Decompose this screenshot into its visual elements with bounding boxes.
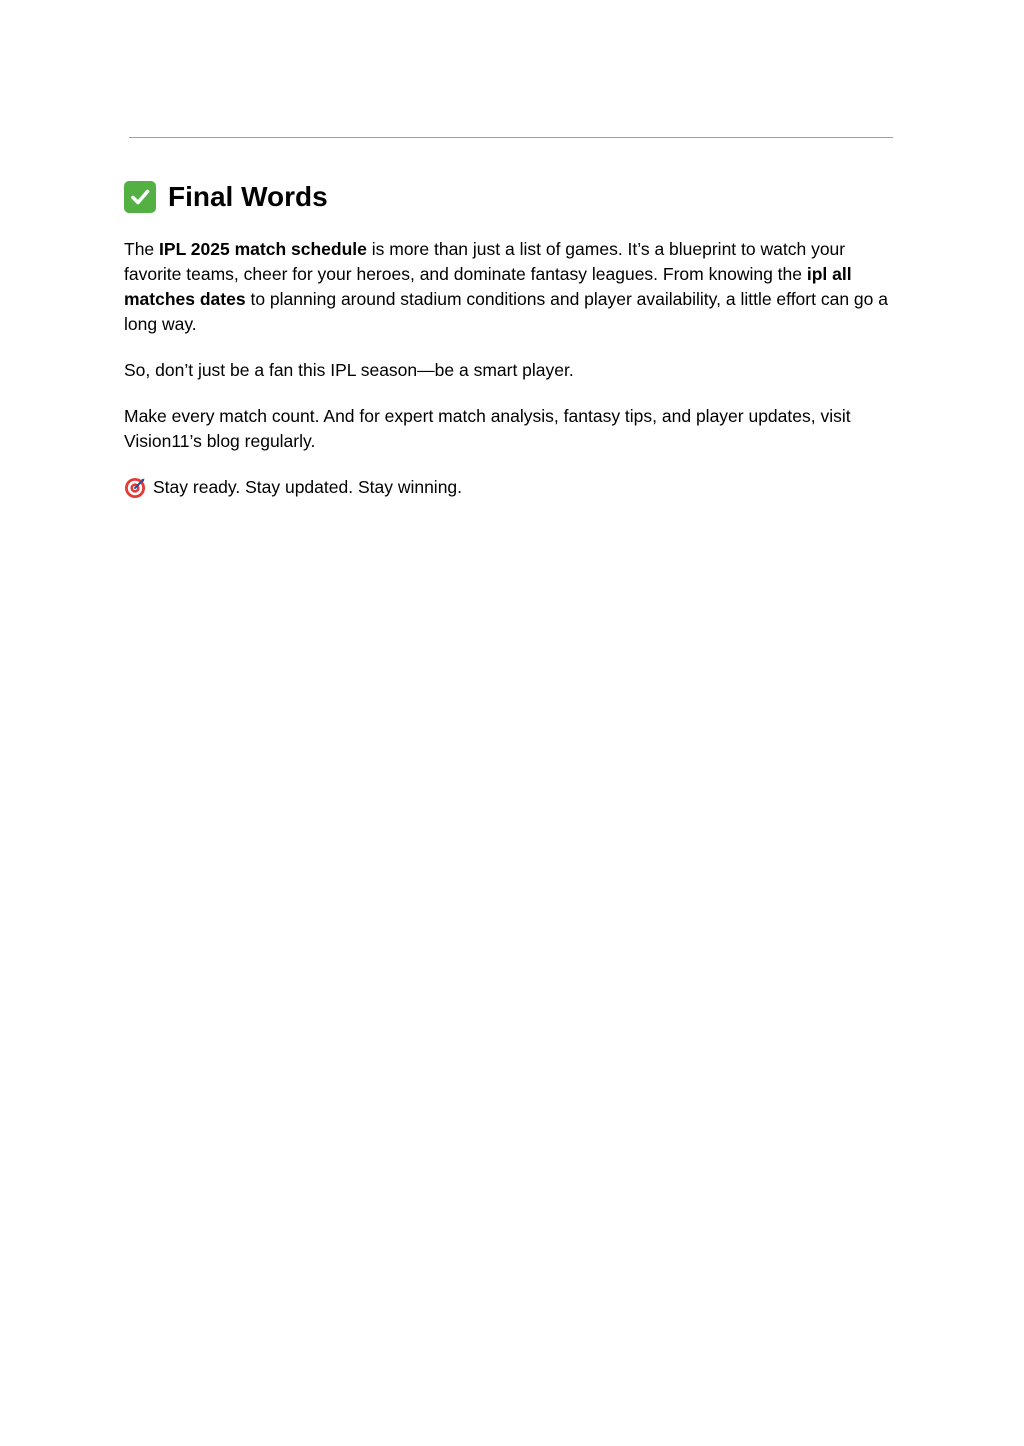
check-mark-icon xyxy=(124,181,156,213)
section-heading-text: Final Words xyxy=(168,181,328,212)
final-words-section xyxy=(124,178,904,500)
paragraph-closing-text: Stay ready. Stay updated. Stay winning. xyxy=(153,477,463,497)
paragraph-intro xyxy=(124,237,904,337)
paragraph-intro-text-3: to planning around stadium conditions and player availability, a little effort can go a long way. xyxy=(124,289,888,334)
paragraph-intro-text-1: The xyxy=(124,239,160,259)
paragraph-intro-bold-2: ipl all matches dates xyxy=(124,264,852,309)
target-icon xyxy=(124,477,146,499)
paragraph-blog: Make every match count. And for expert match analysis, fantasy tips, and player updates, visit Vision11’s blog regularly. xyxy=(124,406,851,451)
paragraph-intro-text-2: is more than just a list of games. It’s a blueprint to watch your favorite teams, cheer for your heroes, and dominate fantasy leagues. From knowing the xyxy=(124,239,846,284)
horizontal-rule xyxy=(129,137,893,138)
paragraph-intro-bold-1: IPL 2025 match schedule xyxy=(159,239,367,259)
paragraph-closing xyxy=(124,475,904,500)
paragraph-smart-player: So, don’t just be a fan this IPL season—be a smart player. xyxy=(124,360,574,380)
section-heading xyxy=(124,178,904,216)
